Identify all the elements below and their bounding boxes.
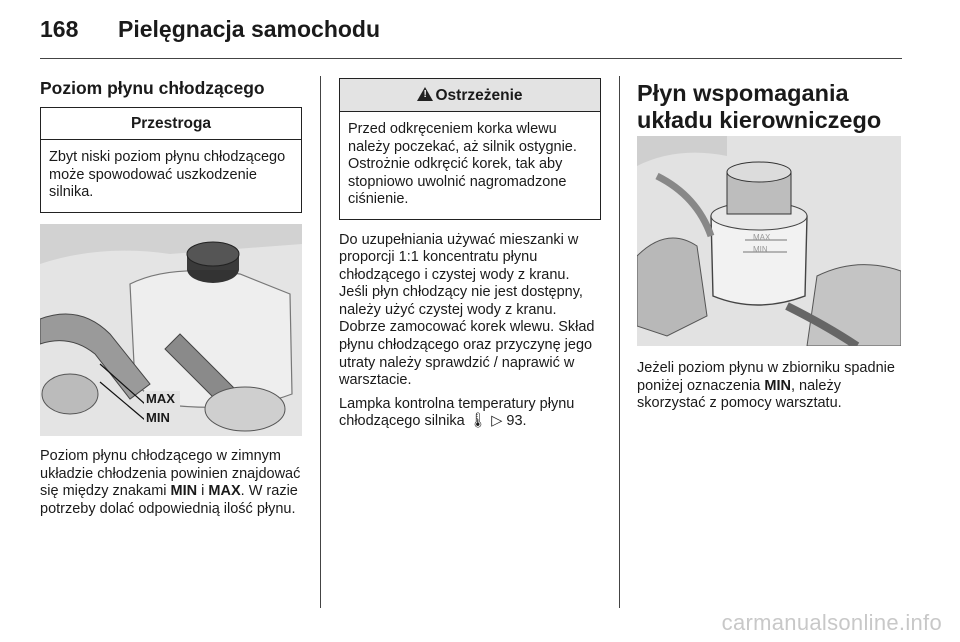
caution-heading: Przestroga xyxy=(41,108,301,140)
max-label: MAX xyxy=(146,391,175,406)
page-ref-icon: ▷ xyxy=(491,413,503,430)
section-title: Płyn wspomagania układu kierowniczego xyxy=(637,80,882,133)
coolant-reservoir-figure xyxy=(40,224,302,436)
column-coolant-text xyxy=(40,448,304,524)
column-divider xyxy=(320,76,321,608)
column-coolant xyxy=(40,78,302,213)
max-label: MAX xyxy=(753,233,771,242)
page-title: Pielęgnacja samochodu xyxy=(118,16,381,42)
caution-box xyxy=(40,107,302,213)
power-steering-paragraph: Jeżeli poziom płynu w zbiorniku spadnie poniżej oznaczenia MIN, należy skorzystać z pomocy warsztatu. xyxy=(637,360,895,412)
warning-text: Przed odkręceniem korka wlewu należy poczekać, aż silnik ostygnie. Ostrożnie odkręcić korek, tak aby stopniowo uwolnić nagromadzone ciśnienie. xyxy=(348,121,577,207)
caution-text: Zbyt niski poziom płynu chłodzącego może spowodować uszkodzenie silnika. xyxy=(49,149,286,200)
power-steering-figure xyxy=(637,136,901,346)
section-title: Poziom płynu chłodzącego xyxy=(40,78,265,98)
min-label: MIN xyxy=(146,410,170,425)
temperature-icon: 🌡 xyxy=(468,413,488,430)
temperature-lamp-paragraph: Lampka kontrolna temperatury płynu chłodzącego silnika 🌡 ▷ 93. xyxy=(339,395,575,430)
watermark: carmanualsonline.info xyxy=(721,610,942,635)
min-label: MIN xyxy=(753,245,768,254)
page-number: 168 xyxy=(40,16,79,42)
warning-box xyxy=(339,78,601,220)
header-divider xyxy=(40,58,902,59)
warning-heading: !Ostrzeżenie xyxy=(340,79,600,112)
column-power-steering-text xyxy=(637,360,901,419)
page-ref-link[interactable]: 93. xyxy=(506,413,527,430)
coolant-paragraph: Poziom płynu chłodzącego w zimnym układzie chłodzenia powinien znajdować się między znakami MIN i MAX. W razie potrzeby dolać odpowiednią ilość płynu. xyxy=(40,448,301,517)
column-divider xyxy=(619,76,620,608)
warning-icon xyxy=(417,87,433,101)
refill-paragraph: Do uzupełniania używać mieszanki w proporcji 1:1 koncentratu płynu chłodzącego i czystej wody z kranu. Jeśli płyn chłodzący nie jest dostępny, należy użyć czystej wody z kranu. Dobrze zamocować korek wlewu. Skład płynu chłodzącego oraz przyczynę jego utraty należy sprawdzić / naprawić w warsztacie. xyxy=(339,231,595,389)
column-warning xyxy=(339,78,601,437)
